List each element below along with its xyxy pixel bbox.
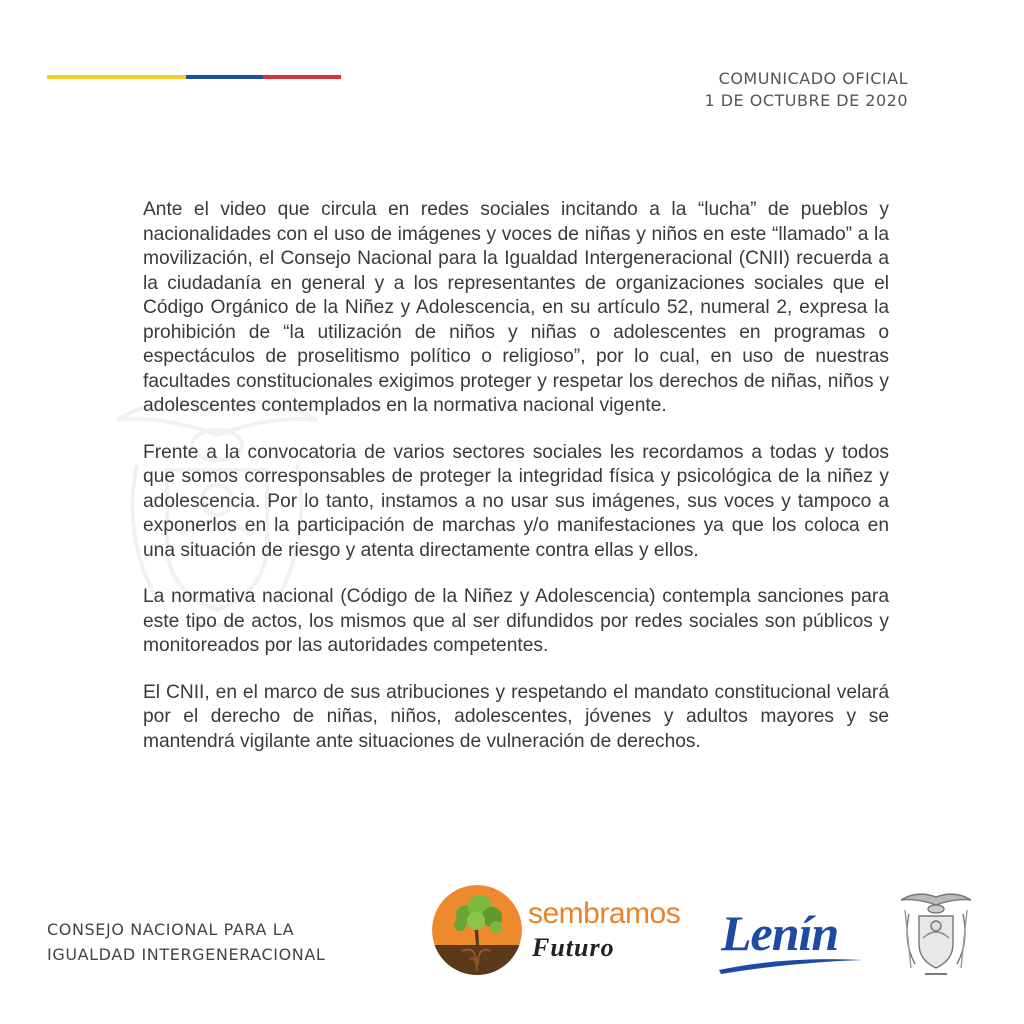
header-title: COMUNICADO OFICIAL — [718, 69, 908, 88]
swoosh-icon — [715, 952, 867, 976]
paragraph: Ante el video que circula en redes sociales incitando a la “lucha” de pueblos y nacionalidades con el uso de imágenes y voces de niñas y niños en este “llamado” a la movilización, el Consejo Nacional para la Igualdad Intergeneracional (CNII) recuerda a la ciudadanía en general y a los representantes de organizaciones sociales que el Código Orgánico de la Niñez y Adolescencia, en su artículo 52, numeral 2, expresa la prohibición de “la utilización de niños y niñas o adolescentes en programas o espectáculos de proselitismo político o religioso”, por lo cual, en uso de nuestras facultades constitucionales exigimos proteger y respetar los derechos de niñas, niños y adolescentes contemplados en la normativa nacional vigente. — [143, 199, 889, 416]
flag-red — [263, 75, 341, 79]
sembramos-text: sembramos — [528, 897, 681, 930]
futuro-text: Futuro — [532, 933, 615, 962]
sembramos-futuro-logo — [432, 885, 694, 981]
org-line-1: CONSEJO NACIONAL PARA LA — [47, 920, 295, 939]
header-date: 1 DE OCTUBRE DE 2020 — [704, 91, 908, 110]
paragraph: La normativa nacional (Código de la Niñez y Adolescencia) contempla sanciones para este tipo de actos, los mismos que al ser difundidos por redes sociales son públicos y monitoreados por las autoridades competentes. — [143, 586, 889, 656]
flag-yellow — [47, 75, 186, 79]
flag-stripe — [47, 75, 341, 79]
org-line-2: IGUALDAD INTERGENERACIONAL — [47, 945, 326, 964]
statement-body — [143, 198, 889, 776]
lenin-text: Lenín — [721, 905, 839, 961]
paragraph: El CNII, en el marco de sus atribuciones y respetando el mandato constitucional velará por el derecho de niñas, niños, adolescentes, jóvenes y adultos mayores y se mantendrá vigilante ante situaciones de vulneración de derechos. — [143, 681, 889, 752]
lenin-logo — [715, 900, 867, 980]
footer-organization — [47, 917, 325, 967]
ecuador-coat-of-arms-icon — [895, 888, 977, 980]
header — [704, 68, 908, 112]
paragraph: Frente a la convocatoria de varios sectores sociales les recordamos a todas y todos que somos corresponsables de proteger la integridad física y psicológica de la niñez y adolescencia. Por lo tanto, instamos a no usar sus imágenes, sus voces y tampoco a exponerlos en la participación de marchas y/o manifestaciones ya que los coloca en una situación de riesgo y atenta directamente contra ellas y ellos. — [143, 441, 889, 561]
flag-blue — [186, 75, 263, 79]
tree-sun-icon — [432, 885, 522, 975]
